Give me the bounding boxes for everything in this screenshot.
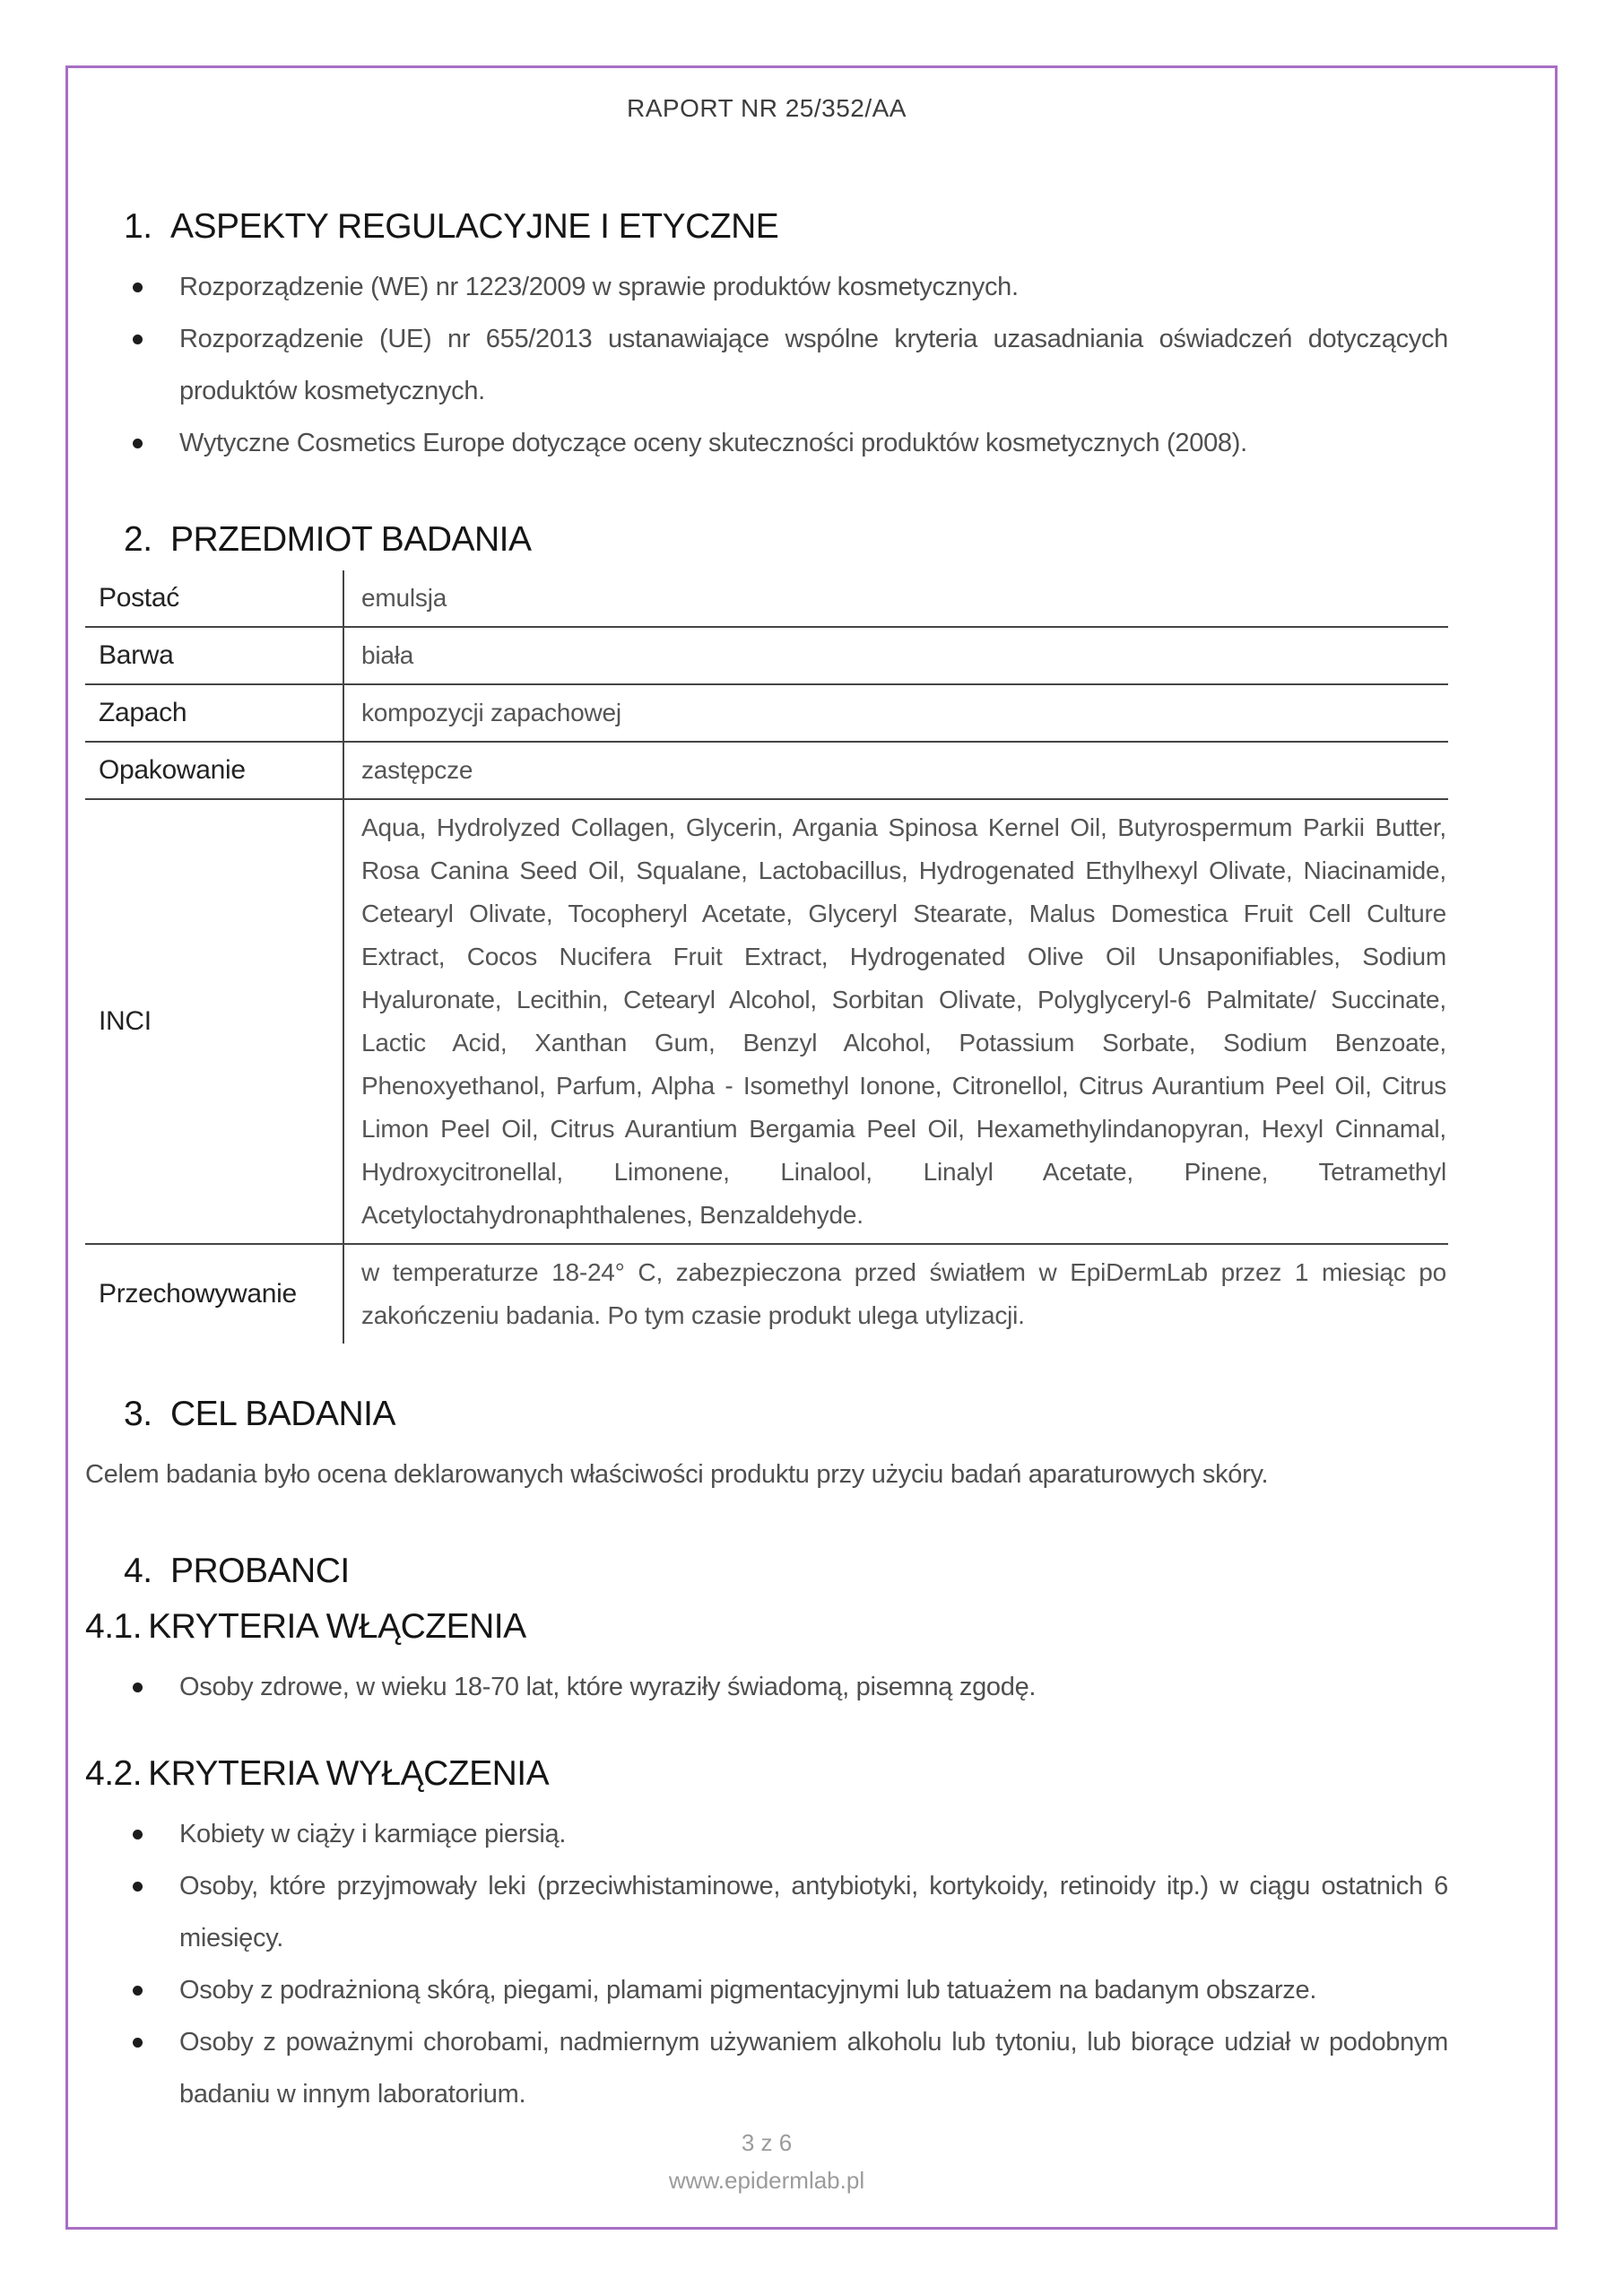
section-number: 2. [124,520,152,559]
bullet-icon [133,439,143,448]
section-number: 3. [124,1395,152,1433]
section-4-2-heading [85,1752,1448,1796]
bullet-text: Osoby z poważnymi chorobami, nadmiernym używaniem alkoholu lub tytoniu, lub biorące udział w podobnym badaniu w innym laboratorium. [179,2028,1448,2109]
bullet-icon [133,283,143,292]
list-item [85,261,1448,313]
section-3-heading [85,1393,1448,1436]
bullet-text: Rozporządzenie (UE) nr 655/2013 ustanawiające wspólne kryteria uzasadniania oświadczeń dotyczących produktów kosmetycznych. [179,325,1448,405]
report-content [85,65,1448,2120]
study-goal-paragraph: Celem badania było ocena deklarowanych właściwości produktu przy użyciu badań aparaturowych skóry. [85,1460,1269,1489]
row-value: biała [361,641,414,669]
table-row [85,627,1448,684]
section-title: PROBANCI [170,1552,350,1590]
row-label: Barwa [85,627,343,684]
row-label: Przechowywanie [85,1244,343,1344]
section-number: 4.1. [85,1607,143,1646]
section-number: 4.2. [85,1754,143,1793]
table-row [85,742,1448,799]
page-footer [85,2124,1448,2199]
row-label: INCI [85,799,343,1244]
section-title: CEL BADANIA [170,1395,395,1433]
list-item [85,1964,1448,2016]
bullet-icon [133,1683,143,1692]
section-2-heading [85,518,1448,561]
bullet-text: Rozporządzenie (WE) nr 1223/2009 w sprawie produktów kosmetycznych. [179,273,1019,301]
section-number: 4. [124,1552,152,1590]
section-title: ASPEKTY REGULACYJNE I ETYCZNE [170,207,779,246]
row-value: emulsja [361,584,447,612]
bullet-text: Kobiety w ciąży i karmiące piersią. [179,1820,567,1848]
website-link[interactable]: www.epidermlab.pl [668,2167,865,2194]
row-label: Postać [85,570,343,627]
row-value: kompozycji zapachowej [361,699,621,726]
bullet-icon [133,1986,143,1996]
bullet-icon [133,1882,143,1892]
regulatory-list [85,261,1448,469]
table-row [85,684,1448,742]
report-title: RAPORT NR 25/352/AA [627,94,907,122]
list-item [85,1860,1448,1964]
bullet-icon [133,2038,143,2048]
table-row [85,1244,1448,1344]
study-object-table [85,570,1448,1344]
bullet-text: Osoby z podrażnioną skórą, piegami, plamami pigmentacyjnymi lub tatuażem na badanym obszarze. [179,1976,1317,2005]
table-row [85,570,1448,627]
inclusion-criteria-list [85,1661,1448,1713]
section-1-heading [85,205,1448,248]
section-title: KRYTERIA WŁĄCZENIA [148,1607,526,1646]
row-label: Zapach [85,684,343,742]
bullet-icon [133,1830,143,1839]
list-item [85,1661,1448,1713]
table-row [85,799,1448,1244]
section-title: KRYTERIA WYŁĄCZENIA [148,1754,550,1793]
page-indicator: 3 z 6 [741,2129,793,2156]
row-value: Aqua, Hydrolyzed Collagen, Glycerin, Argania Spinosa Kernel Oil, Butyrospermum Parkii Butter, Rosa Canina Seed Oil, Squalane, Lactobacillus, Hydrogenated Ethylhexyl Olivate, Niacinamide, Cetearyl Olivate, Tocopheryl Acetate, Glyceryl Stearate, Malus Domestica Fruit Cell Culture Extract, Cocos Nucifera Fruit Extract, Hydrogenated Olive Oil Unsaponifiables, Sodium Hyaluronate, Lecithin, Cetearyl Alcohol, Sorbitan Olivate, Polyglyceryl-6 Palmitate/ Succinate, Lactic Acid, Xanthan Gum, Benzyl Alcohol, Potassium Sorbate, Sodium Benzoate, Phenoxyethanol, Parfum, Alpha - Isomethyl Ionone, Citronellol, Citrus Aurantium Peel Oil, Citrus Limon Peel Oil, Citrus Aurantium Bergamia Peel Oil, Hexamethylindanopyran, Hexyl Cinnamal, Hydroxycitronellal, Limonene, Linalool, Linalyl Acetate, Pinene, Tetramethyl Acetyloctahydronaphthalenes, Benzaldehyde. [361,813,1446,1229]
bullet-text: Osoby, które przyjmowały leki (przeciwhistaminowe, antybiotyki, kortykoidy, retinoidy itp.) w ciągu ostatnich 6 miesięcy. [179,1872,1448,1952]
section-number: 1. [124,207,152,246]
list-item [85,417,1448,469]
row-label: Opakowanie [85,742,343,799]
list-item [85,2016,1448,2120]
bullet-text: Wytyczne Cosmetics Europe dotyczące oceny skuteczności produktów kosmetycznych (2008). [179,429,1247,457]
bullet-text: Osoby zdrowe, w wieku 18-70 lat, które wyraziły świadomą, pisemną zgodę. [179,1673,1037,1701]
section-4-heading [85,1550,1448,1593]
list-item [85,313,1448,417]
row-value: w temperaturze 18-24° C, zabezpieczona przed światłem w EpiDermLab przez 1 miesiąc po zakończeniu badania. Po tym czasie produkt ulega utylizacji. [361,1258,1446,1329]
row-value: zastępcze [361,756,473,784]
bullet-icon [133,335,143,344]
exclusion-criteria-list [85,1808,1448,2120]
section-4-1-heading [85,1605,1448,1648]
section-title: PRZEDMIOT BADANIA [170,520,532,559]
list-item [85,1808,1448,1860]
